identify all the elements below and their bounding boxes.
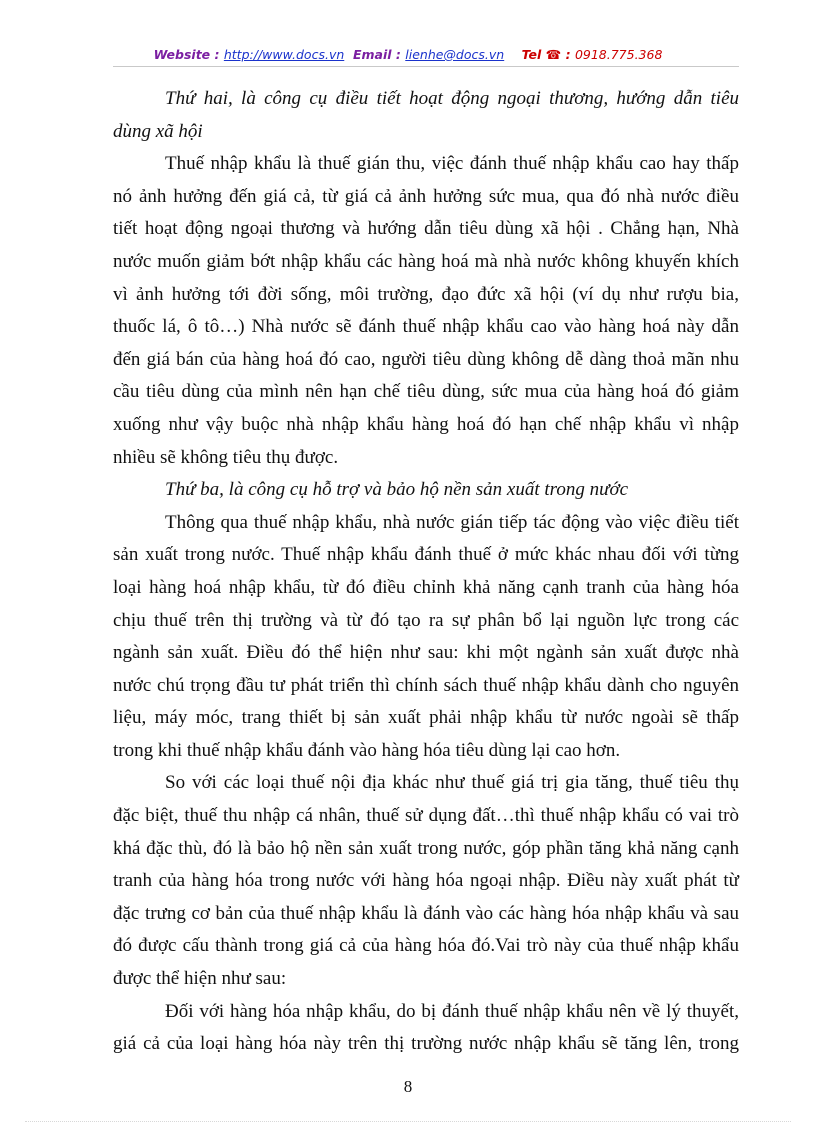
text-line: So với các loại thuế nội địa khác như thuế giá trị gia tăng, thuế tiêu thụ xyxy=(165,772,739,794)
text-line: loại hàng hoá nhập khẩu, từ đó điều chỉnh khả năng cạnh tranh của hàng hóa xyxy=(113,576,739,598)
text-line: xuống như vậy buộc nhà nhập khẩu hàng hoá đó hạn chế nhập khẩu vì nhập xyxy=(113,413,739,435)
phone-number: 0918.775.368 xyxy=(574,47,663,62)
text-line: đặc biệt, thuế thu nhập cá nhân, thuế sử dụng đất…thì thuế nhập khẩu có vai trò xyxy=(113,805,739,827)
text-line: Thuế nhập khẩu là thuế gián thu, việc đánh thuế nhập khẩu cao hay thấp xyxy=(165,153,739,175)
website-label: Website : xyxy=(153,47,224,62)
text-line: giá cả của loại hàng hóa này trên thị trường nước nhập khẩu sẽ tăng lên, trong xyxy=(113,1033,739,1055)
text-line: chịu thuế trên thị trường và từ đó tạo ra sự phân bổ lại nguồn lực trong các xyxy=(113,609,739,631)
paragraph-6 xyxy=(113,996,739,1061)
text-line: đó được cấu thành trong giá cả của hàng hóa đó.Vai trò này của thuế nhập khẩu xyxy=(113,935,739,957)
text-line: ngành sản xuất. Điều đó thể hiện như sau: khi một ngành sản xuất được nhà xyxy=(113,642,739,664)
paragraph-1 xyxy=(113,83,739,148)
paragraph-3 xyxy=(165,474,739,507)
text-line: tranh của hàng hóa trong nước với hàng hóa ngoại nhập. Điều này xuất phát từ xyxy=(113,870,739,892)
text-line: nước muốn giảm bớt nhập khẩu các hàng hoá mà nhà nước không khuyến khích xyxy=(113,250,739,272)
text-line: Đối với hàng hóa nhập khẩu, do bị đánh thuế nhập khẩu nên về lý thuyết, xyxy=(165,1000,739,1022)
email-link[interactable]: lienhe@docs.vn xyxy=(405,47,505,62)
text-line: tiết hoạt động ngoại thương và hướng dẫn tiêu dùng xã hội . Chẳng hạn, Nhà xyxy=(113,218,739,240)
text-line: cầu tiêu dùng của mình nên hạn chế tiêu dùng, sức mua của hàng hoá đó giảm xyxy=(113,381,739,403)
text-line: đến giá bán của hàng hoá đó cao, người tiêu dùng không dễ dàng thoả mãn nhu xyxy=(113,348,739,370)
text-line: khá đặc thù, đó là bảo hộ nền sản xuất trong nước, góp phần tăng khả năng cạnh xyxy=(113,837,739,859)
text-line: nhiều sẽ không tiêu thụ được. xyxy=(113,446,339,468)
document-body xyxy=(113,83,739,1061)
text-line: nước chú trọng đầu tư phát triển thì chính sách thuế nhập khẩu dành cho nguyên xyxy=(113,674,739,696)
text-line: trong khi thuế nhập khẩu đánh vào hàng hóa tiêu dùng lại cao hơn. xyxy=(113,739,621,761)
page-number: 8 xyxy=(403,1077,413,1096)
tel-label: Tel ☎ : xyxy=(521,47,575,62)
text-line: vì ảnh hưởng tới đời sống, môi trường, đạo đức xã hội (ví dụ như rượu bia, xyxy=(113,283,739,305)
text-line: Thông qua thuế nhập khẩu, nhà nước gián tiếp tác động vào việc điều tiết xyxy=(165,511,739,533)
text-line: được thể hiện như sau: xyxy=(113,968,287,990)
text-line: Thứ ba, là công cụ hỗ trợ và bảo hộ nền sản xuất trong nước xyxy=(165,479,629,501)
text-line: thuốc lá, ô tô…) Nhà nước sẽ đánh thuế nhập khẩu cao vào hàng hoá này dẫn xyxy=(113,316,739,338)
paragraph-2 xyxy=(113,148,739,474)
text-line: dùng xã hội xyxy=(113,120,203,142)
website-link[interactable]: http://www.docs.vn xyxy=(223,47,345,62)
text-line: đặc trưng cơ bản của thuế nhập khẩu là đánh vào các hàng hóa nhập khẩu và sau xyxy=(113,902,739,924)
text-line: liệu, máy móc, trang thiết bị sản xuất phải nhập khẩu từ nước ngoài sẽ thấp xyxy=(113,707,739,729)
page-header xyxy=(0,47,816,62)
header-divider xyxy=(113,66,739,67)
footer-divider xyxy=(25,1121,791,1122)
text-line: sản xuất trong nước. Thuế nhập khẩu đánh thuế ở mức khác nhau đối với từng xyxy=(113,544,739,566)
text-line: Thứ hai, là công cụ điều tiết hoạt động ngoại thương, hướng dẫn tiêu xyxy=(165,88,739,109)
text-line: nó ảnh hưởng đến giá cả, từ giá cả ảnh hưởng sức mua, qua đó nhà nước điều xyxy=(113,185,739,207)
paragraph-5 xyxy=(113,767,739,995)
paragraph-4 xyxy=(113,507,739,768)
email-label: Email : xyxy=(352,47,406,62)
